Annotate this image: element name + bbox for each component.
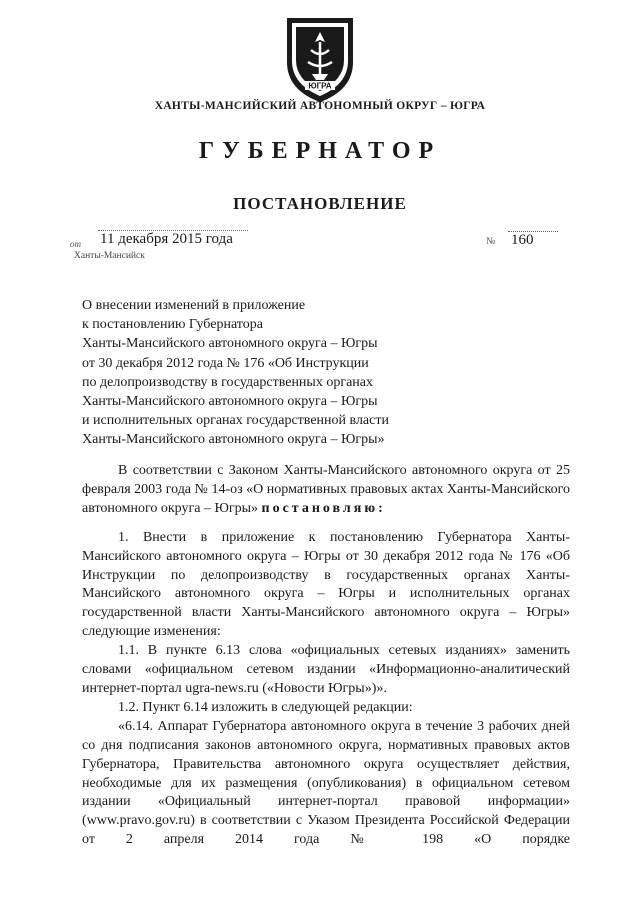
clause-1-1-paragraph: 1.1. В пункте 6.13 слова «официальных сетевых изданиях» заменить словами «официальном сетевом издании «Информационно-аналитический интернет-портал ugra-news.ru («Новости Югры»)». [82, 643, 570, 696]
preamble-paragraph [82, 462, 570, 519]
date-prefix: от [70, 239, 81, 249]
document-type: ПОСТАНОВЛЕНИЕ [233, 194, 407, 213]
region-name: ХАНТЫ-МАНСИЙСКИЙ АВТОНОМНЫЙ ОКРУГ – ЮГРА [154, 100, 486, 112]
document-number: 160 [511, 232, 534, 248]
subject-line: и исполнительных органах государственной власти [82, 413, 389, 429]
decree-colon: : [378, 500, 386, 516]
document-city: Ханты-Мансийск [74, 251, 145, 261]
document-subject [82, 296, 482, 450]
decree-word: постановляю [261, 500, 379, 516]
clause-1-2-paragraph: 1.2. Пункт 6.14 изложить в следующей редакции: [118, 699, 413, 715]
clause-6-14-paragraph: «6.14. Аппарат Губернатора автономного округа в течение 3 рабочих дней со дня подписания законов автономного округа, нормативных правовых актов Губернатора, Правительства автономного округа осуществляет действия, необходимые для их размещения (опубликования) в официальном сетевом издании «Официальный интернет-портал правовой информации» (www.pravo.gov.ru) в соответствии с Указом Президента Российской Федерации от 2 апреля 2014 года № 198 «О порядке [82, 718, 570, 848]
subject-line: по делопроизводству в государственных органах [82, 374, 373, 390]
subject-line: Ханты-Мансийского автономного округа – Югры [82, 394, 378, 410]
clause-1-paragraph: 1. Внести в приложение к постановлению Губернатора Ханты-Мансийского автономного округа – Югры от 30 декабря 2012 года № 176 «Об Инструкции по делопроизводству в государственных органах Ханты-Мансийского автономного округа – Югры и исполнительных органах государственной власти Ханты-Мансийского автономного округа – Югры» следующие изменения: [82, 529, 570, 640]
authority-title: ГУБЕРНАТОР [198, 138, 442, 164]
subject-line: Ханты-Мансийского автономного округа – Югры» [82, 432, 385, 448]
document-body [82, 462, 570, 850]
coat-of-arms-icon [281, 12, 359, 104]
subject-line: к постановлению Губернатора [82, 317, 263, 333]
subject-line: от 30 декабря 2012 года № 176 «Об Инструкции [82, 355, 369, 371]
subject-line: Ханты-Мансийского автономного округа – Югры [82, 336, 378, 352]
preamble-text: В соответствии с Законом Ханты-Мансийского автономного округа от 25 февраля 2003 года № 14-оз «О нормативных правовых актах Ханты-Мансийского автономного округа – Югры» [82, 463, 570, 516]
emblem-label: ЮГРА [308, 81, 332, 91]
subject-line: О внесении изменений в приложение [82, 298, 306, 313]
document-date: 11 декабря 2015 года [100, 231, 233, 247]
number-sign: № [486, 236, 496, 247]
